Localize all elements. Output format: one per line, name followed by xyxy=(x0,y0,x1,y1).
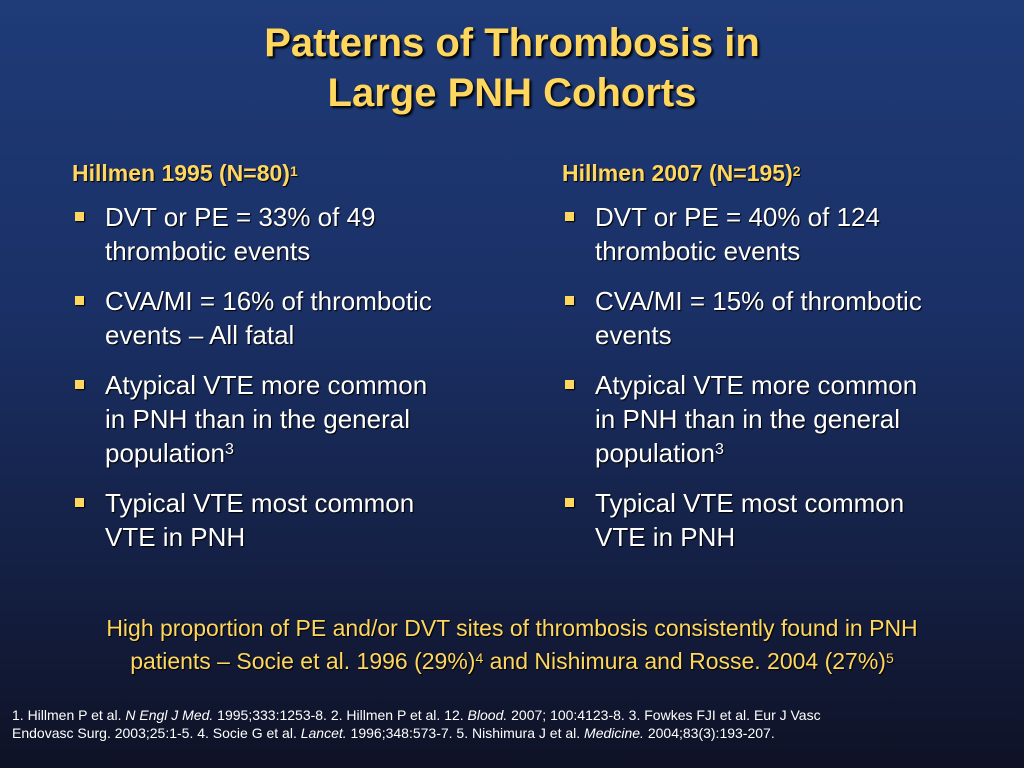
bullet-reference: 3 xyxy=(225,441,234,458)
square-bullet-icon xyxy=(565,212,574,221)
bullet-line: population xyxy=(595,438,715,468)
slide-title-line-1: Patterns of Thrombosis in xyxy=(264,21,760,65)
reference-text: 2004;83(3):193-207. xyxy=(643,725,775,741)
left-column xyxy=(72,158,492,570)
left-bullet-list xyxy=(72,200,492,554)
references-footnote xyxy=(12,706,1012,742)
slide-title-line-2: Large PNH Cohorts xyxy=(327,71,697,115)
journal-name: N Engl J Med. xyxy=(125,707,214,723)
list-item xyxy=(72,486,492,554)
bullet-line: VTE in PNH xyxy=(595,522,736,552)
list-item xyxy=(562,200,982,268)
list-item xyxy=(72,200,492,268)
left-heading-reference: 1 xyxy=(289,163,298,179)
square-bullet-icon xyxy=(565,380,574,389)
journal-name: Lancet. xyxy=(300,725,347,741)
bullet-line: Typical VTE most common xyxy=(595,488,905,518)
left-heading-text: Hillmen 1995 (N=80) xyxy=(72,160,290,186)
bullet-line: population xyxy=(105,438,225,468)
bullet-line: DVT or PE = 40% of 124 xyxy=(595,202,880,232)
right-heading-reference: 2 xyxy=(792,163,801,179)
summary-line-2b: and Nishimura and Rosse. 2004 (27%) xyxy=(483,648,886,674)
right-bullet-list xyxy=(562,200,982,554)
summary-reference-5: 5 xyxy=(885,650,894,666)
square-bullet-icon xyxy=(565,296,574,305)
bullet-line: events xyxy=(595,320,672,350)
bullet-reference: 3 xyxy=(715,441,724,458)
bullet-line: Atypical VTE more common xyxy=(105,370,428,400)
square-bullet-icon xyxy=(75,380,84,389)
bullet-line: Atypical VTE more common xyxy=(595,370,918,400)
list-item xyxy=(562,284,982,352)
list-item xyxy=(72,368,492,470)
bullet-line: CVA/MI = 16% of thrombotic xyxy=(105,286,432,316)
bullet-line: VTE in PNH xyxy=(105,522,246,552)
slide-title xyxy=(0,18,1024,118)
list-item xyxy=(562,486,982,554)
bullet-line: CVA/MI = 15% of thrombotic xyxy=(595,286,922,316)
summary-statement xyxy=(0,612,1024,678)
bullet-line: thrombotic events xyxy=(595,236,801,266)
journal-name: Medicine. xyxy=(584,725,644,741)
right-heading-text: Hillmen 2007 (N=195) xyxy=(562,160,793,186)
bullet-line: DVT or PE = 33% of 49 xyxy=(105,202,376,232)
bullet-line: in PNH than in the general xyxy=(105,404,410,434)
reference-text: 1996;348:573-7. 5. Nishimura J et al. xyxy=(346,725,585,741)
bullet-line: thrombotic events xyxy=(105,236,311,266)
right-column-heading xyxy=(562,158,982,188)
summary-line-1: High proportion of PE and/or DVT sites of thrombosis consistently found in PNH xyxy=(106,615,918,641)
bullet-line: events – All fatal xyxy=(105,320,295,350)
bullet-line: Typical VTE most common xyxy=(105,488,415,518)
right-column xyxy=(562,158,982,570)
list-item xyxy=(562,368,982,470)
list-item xyxy=(72,284,492,352)
reference-text: 2007; 100:4123-8. 3. Fowkes FJI et al. Eur J Vasc xyxy=(507,707,821,723)
square-bullet-icon xyxy=(565,498,574,507)
reference-text: 1. Hillmen P et al. xyxy=(12,707,126,723)
journal-name: Blood. xyxy=(467,707,508,723)
reference-text: Endovasc Surg. 2003;25:1-5. 4. Socie G et al. xyxy=(12,725,301,741)
bullet-line: in PNH than in the general xyxy=(595,404,900,434)
square-bullet-icon xyxy=(75,296,84,305)
square-bullet-icon xyxy=(75,498,84,507)
summary-line-2a: patients – Socie et al. 1996 (29%) xyxy=(130,648,476,674)
left-column-heading xyxy=(72,158,492,188)
reference-text: 1995;333:1253-8. 2. Hillmen P et al. 12. xyxy=(213,707,468,723)
summary-reference-4: 4 xyxy=(475,650,484,666)
square-bullet-icon xyxy=(75,212,84,221)
